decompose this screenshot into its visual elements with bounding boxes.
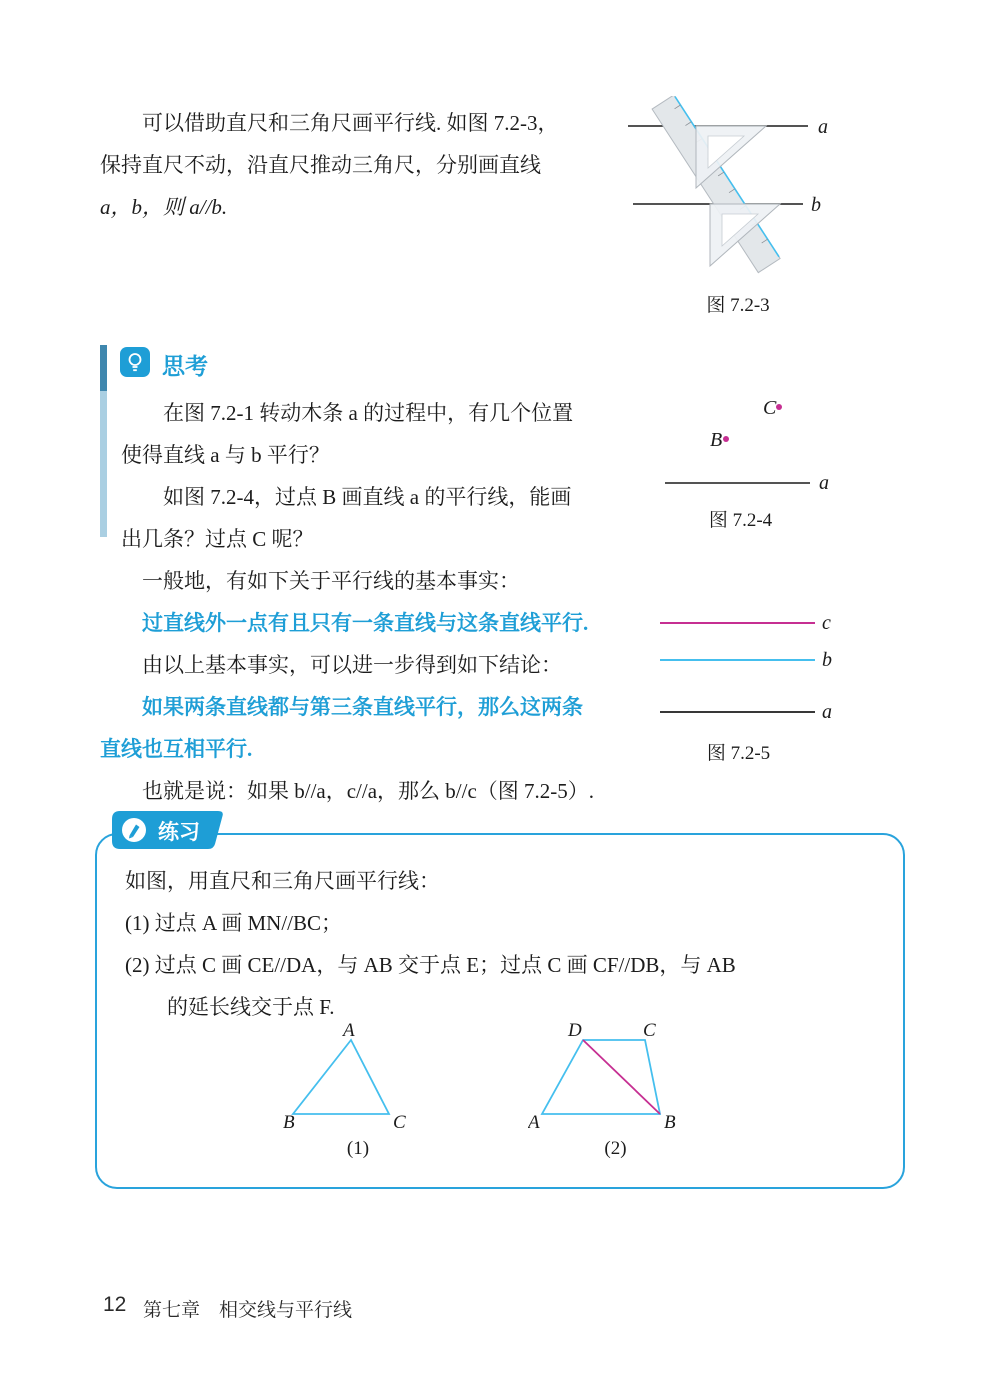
exercise-figure-2-caption: (2): [604, 1138, 627, 1159]
exercise-content: [125, 860, 885, 1028]
think-p1-line-1: 在图 7.2-1 转动木条 a 的过程中，有几个位置: [163, 401, 574, 425]
point-B-dot: [723, 436, 729, 442]
think-section-bar: [100, 391, 107, 537]
body-p2: 由以上基本事实，可以进一步得到如下结论：: [142, 653, 562, 677]
fig1-vertex-B-label: B: [283, 1112, 295, 1133]
exercise-item-2-line-1: (2) 过点 C 画 CE//DA，与 AB 交于点 E；过点 C 画 CF//DB，与 AB: [125, 953, 736, 977]
think-p2-line-1: 如图 7.2-4，过点 B 画直线 a 的平行线，能画: [163, 485, 572, 509]
intro-line-3: a，b，则 a//b.: [100, 195, 228, 219]
ruler-triangle-illustration: [618, 96, 888, 288]
figure-7-2-5: [656, 600, 856, 730]
exercise-item-1: (1) 过点 A 画 MN//BC；: [125, 911, 343, 935]
fig723-line-a-label: a: [818, 116, 828, 138]
fig1-vertex-A-label: A: [343, 1022, 355, 1041]
fig2-vertex-D-label: D: [568, 1022, 582, 1041]
body-p1: 一般地，有如下关于平行线的基本事实：: [142, 569, 520, 593]
figure-7-2-3-caption: 图 7.2-3: [706, 295, 770, 316]
exercise-title: 练习: [158, 821, 200, 844]
fig723-line-b-label: b: [811, 194, 821, 216]
think-p1-line-2: 使得直线 a 与 b 平行？: [121, 443, 330, 467]
fact-transitivity-line-2: 直线也互相平行.: [100, 737, 253, 761]
exercise-intro: 如图，用直尺和三角尺画平行线：: [125, 869, 440, 893]
figure-7-2-4: [655, 390, 835, 500]
think-paragraphs: [121, 392, 631, 560]
figure-7-2-5-caption: 图 7.2-5: [706, 743, 771, 764]
fact-parallel-postulate: 过直线外一点有且只有一条直线与这条直线平行.: [142, 611, 589, 635]
exercise-figure-1: [283, 1022, 433, 1139]
exercise-figure-2: [528, 1022, 703, 1139]
fig2-vertex-B-label: B: [664, 1112, 676, 1133]
fig724-point-B-label: B: [710, 429, 723, 451]
pencil-badge-icon: [121, 817, 147, 848]
point-C-dot: [776, 404, 782, 410]
page-number: 12: [103, 1293, 127, 1316]
intro-paragraph: [100, 102, 640, 228]
think-section-bar-top: [100, 345, 107, 391]
exercise-tab: [112, 811, 224, 849]
body-p3: 也就是说：如果 b//a，c//a，那么 b//c（图 7.2-5）.: [142, 779, 595, 803]
footer-chapter-title: 第七章 相交线与平行线: [143, 1300, 353, 1321]
fig724-line-a-label: a: [819, 472, 829, 494]
think-header: [120, 347, 208, 382]
intro-line-1: 可以借助直尺和三角尺画平行线. 如图 7.2-3，: [142, 111, 559, 135]
fig725-line-a-label: a: [822, 701, 832, 723]
fact-transitivity-line-1: 如果两条直线都与第三条直线平行，那么这两条: [142, 695, 583, 719]
intro-line-2: 保持直尺不动，沿直尺推动三角尺，分别画直线: [100, 153, 541, 177]
fig724-point-C-label: C: [763, 397, 777, 419]
think-title: 思考: [162, 353, 208, 379]
fig725-line-b-label: b: [822, 649, 832, 671]
lightbulb-icon: [120, 347, 150, 382]
think-p2-line-2: 出几条？过点 C 呢？: [121, 527, 314, 551]
triangle-ABC: [293, 1040, 389, 1114]
fig2-vertex-C-label: C: [643, 1022, 656, 1041]
quadrilateral-DACB: [542, 1040, 660, 1114]
exercise-item-2-line-2: 的延长线交于点 F.: [167, 995, 335, 1019]
set-square-top-icon: [696, 126, 766, 188]
body-paragraphs: [100, 560, 660, 812]
figure-7-2-3: [618, 96, 888, 293]
exercise-figure-1-caption: (1): [346, 1138, 370, 1159]
figure-7-2-4-caption: 图 7.2-4: [708, 510, 773, 531]
fig1-vertex-C-label: C: [393, 1112, 406, 1133]
fig2-vertex-A-label: A: [528, 1112, 540, 1133]
fig725-line-c-label: c: [822, 612, 831, 634]
diagonal-DB: [583, 1040, 660, 1114]
